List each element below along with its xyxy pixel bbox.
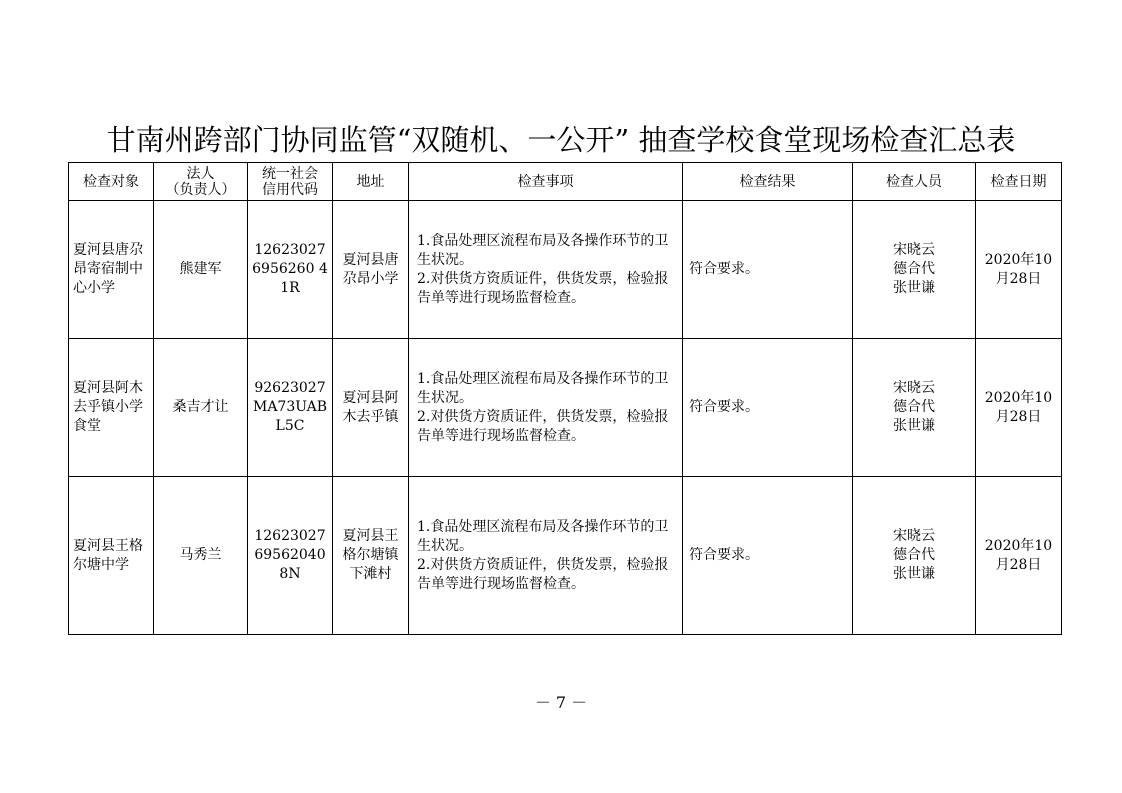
cell-date: 2020年10月28日 [976,339,1062,477]
cell-credit-code: 126230276956260 41R [248,201,333,339]
page-number: － 7 － [534,693,588,712]
cell-inspectors [853,201,976,339]
cell-items [409,477,683,635]
cell-address: 夏河县唐尕昂小学 [333,201,409,339]
item-line-1: 1.食品处理区流程布局及各操作环节的卫生状况。 [417,518,669,554]
cell-target: 夏河县王格尔塘中学 [69,477,154,635]
table-row [69,339,1062,477]
item-line-2: 2.对供货方资质证件，供货发票，检验报告单等进行现场监督检查。 [417,408,669,444]
inspector-2: 德合代 [893,547,935,563]
inspector-3: 张世谦 [893,280,935,296]
header-legal-person [154,163,248,201]
cell-legal-person: 马秀兰 [154,477,248,635]
cell-inspectors [853,339,976,477]
item-line-2: 2.对供货方资质证件，供货发票，检验报告单等进行现场监督检查。 [417,556,669,592]
cell-credit-code: 12623027695620408N [248,477,333,635]
item-line-1: 1.食品处理区流程布局及各操作环节的卫生状况。 [417,370,669,406]
inspector-1: 宋晓云 [893,380,935,396]
header-legal-person-line1: 法人 [186,165,215,182]
cell-result: 符合要求。 [683,477,853,635]
header-target: 检查对象 [69,163,154,201]
header-items: 检查事项 [409,163,683,201]
cell-result: 符合要求。 [683,201,853,339]
item-line-1: 1.食品处理区流程布局及各操作环节的卫生状况。 [417,232,669,268]
table-row [69,201,1062,339]
cell-result: 符合要求。 [683,339,853,477]
table-header-row [69,163,1062,201]
inspector-3: 张世谦 [893,566,935,582]
inspector-3: 张世谦 [893,418,935,434]
cell-legal-person: 熊建军 [154,201,248,339]
inspector-2: 德合代 [893,261,935,277]
header-credit-code [248,163,333,201]
inspector-1: 宋晓云 [893,528,935,544]
header-date: 检查日期 [976,163,1062,201]
cell-items [409,201,683,339]
cell-items [409,339,683,477]
cell-date: 2020年10月28日 [976,477,1062,635]
header-address: 地址 [333,163,409,201]
header-legal-person-line2: （负责人） [165,181,236,198]
inspector-1: 宋晓云 [893,242,935,258]
cell-address: 夏河县王格尔塘镇下滩村 [333,477,409,635]
cell-address: 夏河县阿木去乎镇 [333,339,409,477]
cell-date: 2020年10月28日 [976,201,1062,339]
inspection-summary-table [68,162,1062,635]
cell-target: 夏河县唐尕昂寄宿制中心小学 [69,201,154,339]
cell-inspectors [853,477,976,635]
header-inspectors: 检查人员 [853,163,976,201]
cell-credit-code: 92623027MA73UABL5C [248,339,333,477]
item-line-2: 2.对供货方资质证件，供货发票，检验报告单等进行现场监督检查。 [417,270,669,306]
header-credit-code-line2: 信用代码 [262,181,318,198]
cell-target: 夏河县阿木去乎镇小学食堂 [69,339,154,477]
table-row [69,477,1062,635]
header-credit-code-line1: 统一社会 [262,165,318,182]
header-result: 检查结果 [683,163,853,201]
cell-legal-person: 桑吉才让 [154,339,248,477]
document-title: 甘南州跨部门协同监管“双随机、一公开” 抽查学校食堂现场检查汇总表 [106,123,1016,157]
inspector-2: 德合代 [893,399,935,415]
